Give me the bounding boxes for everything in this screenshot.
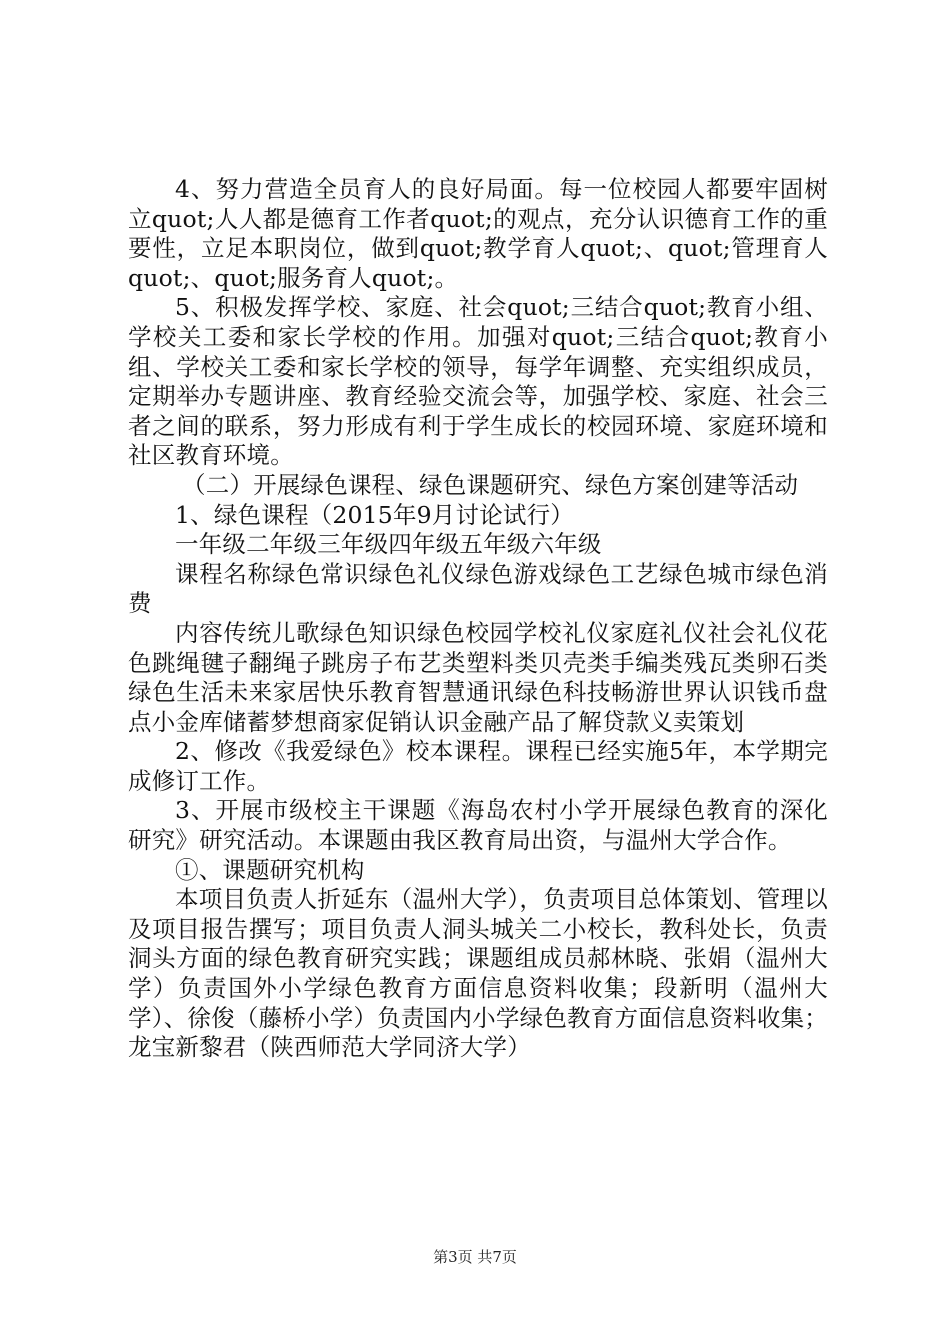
paragraph-research-members: 本项目负责人折延东（温州大学），负责项目总体策划、管理以及项目报告撰写；项目负责人洞头城关二小校长，教科处长，负责洞头方面的绿色教育研究实践；课题组成员郝林晓、张娟（温州大学）负责国外小学绿色教育方面信息资料收集；段新明（温州大学）、徐俊（藤桥小学）负责国内小学绿色教育方面信息资料收集；龙宝新黎君（陕西师范大学同济大学） [128, 885, 828, 1062]
document-body [128, 175, 828, 1063]
section-heading-green-activities: （二）开展绿色课程、绿色课题研究、绿色方案创建等活动 [182, 470, 799, 499]
paragraph-course-content: 内容传统儿歌绿色知识绿色校园学校礼仪家庭礼仪社会礼仪花色跳绳毽子翻绳子跳房子布艺类塑料类贝壳类手编类残瓦类卵石类绿色生活未来家居快乐教育智慧通讯绿色科技畅游世界认识钱币盘点小金库储蓄梦想商家促销认识金融产品了解贷款义卖策划 [128, 618, 828, 736]
paragraph-three-combination: 5、积极发挥学校、家庭、社会quot;三结合quot;教育小组、学校关工委和家长学校的作用。加强对quot;三结合quot;教育小组、学校关工委和家长学校的领导，每学年调整、充实组织成员，定期举办专题讲座、教育经验交流会等，加强学校、家庭、社会三者之间的联系，努力形成有利于学生成长的校园环境、家庭环境和社区教育环境。 [128, 293, 828, 470]
paragraph-whole-staff-education: 4、努力营造全员育人的良好局面。每一位校园人都要牢固树立quot;人人都是德育工作者quot;的观点，充分认识德育工作的重要性，立足本职岗位，做到quot;教学育人quot;、quot;管理育人quot;、quot;服务育人quot;。 [128, 175, 828, 292]
paragraph-research-org-heading: ①、课题研究机构 [175, 855, 365, 884]
paragraph-revise-course: 2、修改《我爱绿色》校本课程。课程已经实施5年，本学期完成修订工作。 [128, 737, 828, 795]
paragraph-grade-list: 一年级二年级三年级四年级五年级六年级 [175, 530, 602, 559]
page-number-footer: 第3页 共7页 [433, 1248, 517, 1266]
paragraph-green-course: 1、绿色课程（2015年9月讨论试行） [175, 500, 575, 529]
paragraph-research-project: 3、开展市级校主干课题《海岛农村小学开展绿色教育的深化研究》研究活动。本课题由我区教育局出资，与温州大学合作。 [128, 796, 828, 855]
paragraph-course-names: 课程名称绿色常识绿色礼仪绿色游戏绿色工艺绿色城市绿色消费 [128, 559, 828, 618]
